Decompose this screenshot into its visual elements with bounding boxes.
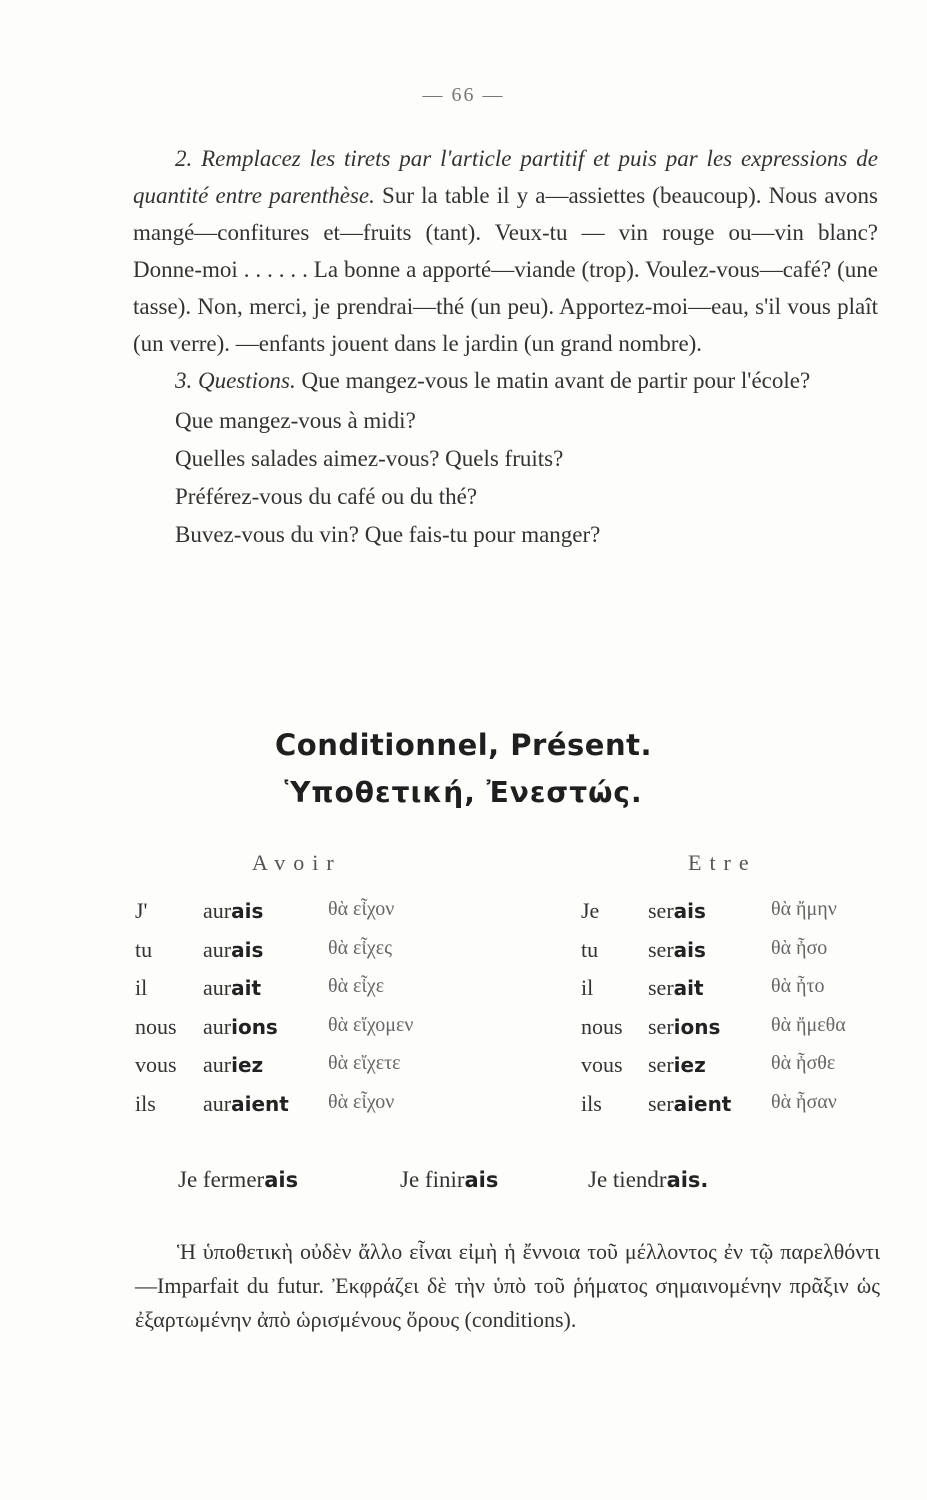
avoir-column-title: Avoir — [252, 850, 342, 875]
pronoun: nous — [581, 1013, 623, 1039]
verb-form — [648, 975, 704, 1001]
exercise-2-instruction: Remplacez les tirets par l'article partitif et puis par les expressions de quantité entre parenthèse. — [133, 146, 879, 208]
verb-ending: ais — [231, 937, 264, 962]
exercise-2-number: 2. — [175, 146, 193, 171]
verb-ending: ais — [673, 937, 706, 962]
greek-translation: θὰ εἶχον — [328, 1090, 395, 1113]
verb-ending: aient — [231, 1091, 289, 1116]
greek-translation: θὰ ἦσο — [771, 936, 828, 959]
etre-column-title: Etre — [688, 850, 757, 875]
verb-stem: ser — [648, 1013, 674, 1039]
example-ending: ais — [464, 1168, 499, 1192]
greek-explanation-paragraph: Ἡ ὑποθετικὴ οὐδὲν ἄλλο εἶναι εἰμὴ ἡ ἔννοια τοῦ μέλλοντος ἐν τῷ παρελθόντι—Imparfait du futur. Ἐκφράζει δὲ τὴν ὑπὸ τοῦ ῥήματος σημαινομένην πρᾶξιν ὡς ἐξαρτωμένην ἀπὸ ὡρισμένους ὅρους (conditions). — [135, 1239, 880, 1332]
example-ending: ais. — [666, 1168, 709, 1192]
pronoun: J' — [135, 898, 148, 923]
verb-form — [203, 937, 263, 963]
pronoun: il — [135, 975, 148, 1000]
pronoun: vous — [581, 1052, 623, 1077]
greek-translation: θὰ ἤμην — [771, 898, 837, 920]
verb-stem: aur — [203, 1052, 232, 1077]
verb-stem: ser — [648, 936, 674, 962]
verb-ending: ait — [673, 976, 704, 1000]
verb-ending: aient — [673, 1091, 732, 1116]
exercise-3-title: Questions. — [198, 368, 296, 393]
verb-form — [648, 937, 706, 963]
verb-stem: ser — [648, 975, 674, 1000]
exercise-3-first-question: Que mangez-vous le matin avant de partir pour l'école? — [301, 368, 811, 393]
page-number: — 66 — — [422, 84, 505, 106]
greek-translation: θὰ ἦτο — [771, 975, 825, 997]
verb-stem: ser — [648, 1090, 674, 1116]
verb-stem: aur — [203, 975, 232, 1000]
greek-translation: θὰ εἶχον — [328, 898, 395, 920]
verb-form — [203, 1052, 263, 1078]
greek-translation: θὰ εἶχες — [328, 936, 393, 959]
verb-stem: aur — [203, 1090, 232, 1116]
section-heading-french: Conditionnel, Présent. — [275, 728, 652, 762]
greek-translation: θὰ ἤμεθα — [771, 1013, 846, 1036]
exercise-3-number: 3. — [175, 368, 193, 393]
verb-form — [648, 1052, 706, 1078]
verb-ending: ais — [231, 899, 264, 923]
verb-ending: ait — [231, 976, 262, 1000]
verb-stem: aur — [203, 1013, 232, 1039]
verb-form — [203, 1014, 278, 1040]
greek-translation: θὰ ἦσαν — [771, 1090, 837, 1113]
verb-ending: ions — [231, 1014, 278, 1039]
pronoun: il — [581, 975, 594, 1000]
example-ending: ais — [264, 1168, 299, 1192]
pronoun: ils — [135, 1090, 156, 1116]
pronoun: tu — [581, 936, 599, 962]
verb-form — [203, 975, 261, 1001]
example-stem: Je fermer — [178, 1167, 265, 1192]
section-heading-greek: Ὑποθετική, Ἐνεστώς. — [284, 776, 643, 809]
verb-ending: iez — [231, 1053, 264, 1077]
verb-ending: iez — [673, 1053, 706, 1077]
example-stem: Je finir — [400, 1167, 465, 1192]
verb-form — [203, 898, 263, 924]
greek-translation: θὰ εἴχετε — [328, 1052, 401, 1074]
pronoun: vous — [135, 1052, 177, 1077]
verb-ending: ions — [673, 1014, 721, 1039]
pronoun: Je — [581, 898, 600, 923]
verb-stem: ser — [648, 1052, 674, 1077]
example-verb — [588, 1167, 708, 1193]
pronoun: tu — [135, 936, 153, 962]
example-verb — [178, 1167, 298, 1193]
greek-translation: θὰ εἴχομεν — [328, 1013, 414, 1036]
question-line: Que mangez-vous à midi? — [175, 408, 416, 433]
greek-translation: θὰ εἶχε — [328, 975, 385, 997]
question-line: Quelles salades aimez-vous? Quels fruits? — [175, 446, 564, 471]
verb-form — [648, 1091, 731, 1117]
exercise-3 — [133, 362, 878, 399]
question-line: Préférez-vous du café ou du thé? — [175, 484, 478, 509]
verb-stem: aur — [203, 898, 232, 923]
verb-stem: ser — [648, 898, 674, 923]
verb-stem: aur — [203, 936, 232, 962]
verb-ending: ais — [673, 899, 706, 923]
pronoun: ils — [581, 1090, 602, 1116]
greek-translation: θὰ ἦσθε — [771, 1052, 836, 1074]
exercise-2 — [133, 140, 878, 362]
exercises-section — [133, 140, 878, 554]
verb-form — [648, 1014, 720, 1040]
example-stem: Je tiendr — [588, 1167, 667, 1192]
pronoun: nous — [135, 1013, 177, 1039]
question-line: Buvez-vous du vin? Que fais-tu pour manger? — [175, 522, 601, 547]
verb-form — [203, 1091, 289, 1117]
exercise-2-body: Sur la table il y a—assiettes (beaucoup). Nous avons mangé—confitures et—fruits (tant). Veux-tu — vin rouge ou—vin blanc? Donne-moi . . . . . . La bonne a apporté—viande (trop). Voulez-vous—café? (une tasse). Non, merci, je prendrai—thé (un peu). Apportez-moi—eau, s'il vous plaît (un verre). —enfants jouent dans le jardin (un grand nombre). — [133, 183, 879, 356]
verb-form — [648, 898, 706, 924]
example-verb — [400, 1167, 498, 1193]
